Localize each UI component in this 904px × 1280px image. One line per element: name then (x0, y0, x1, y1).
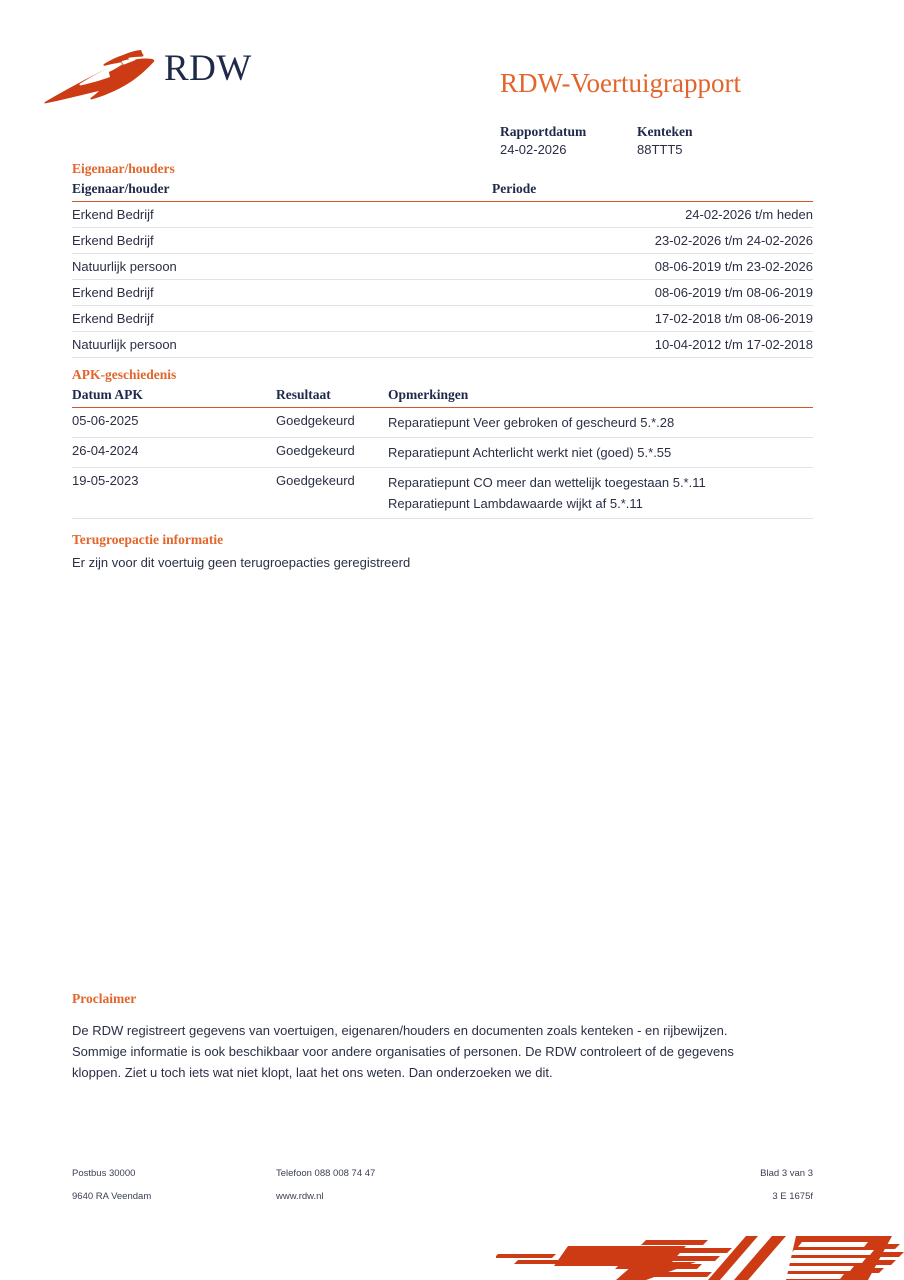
owner-period-cell: 10-04-2012 t/m 17-02-2018 (492, 332, 813, 358)
table-row (72, 332, 813, 358)
document-header (0, 28, 904, 157)
owners-table-body (72, 202, 813, 358)
owner-holder-cell: Erkend Bedrijf (72, 306, 492, 332)
footer-line-2 (72, 1191, 813, 1214)
page-title: RDW-Voertuigrapport (500, 68, 741, 98)
owner-period-cell: 17-02-2018 t/m 08-06-2019 (492, 306, 813, 332)
table-row (72, 408, 813, 438)
footer-website[interactable]: www.rdw.nl (276, 1191, 324, 1202)
apk-result-cell: Goedgekeurd (276, 468, 388, 519)
owners-table-header-row (72, 181, 813, 202)
disclaimer-text: De RDW registreert gegevens van voertuigen, eigenaren/houders en documenten zoals kenteken - en rijbewijzen. Sommige informatie is ook beschikbaar voor andere organisaties of personen. De RDW controleert of de gegevens kloppen. Ziet u toch iets wat niet klopt, laat het ons weten. Dan onderzoeken we dit. (72, 1023, 734, 1080)
rdw-logo (42, 38, 302, 118)
footer-page-number: Blad 3 van 3 (760, 1168, 813, 1179)
document-footer (72, 1168, 813, 1214)
owners-column-holder: Eigenaar/houder (72, 181, 492, 202)
table-row (72, 280, 813, 306)
apk-remark-line: Reparatiepunt Veer gebroken of gescheurd 5.*.28 (388, 415, 675, 430)
rdw-feather-logo-icon (42, 46, 158, 108)
table-row (72, 468, 813, 519)
report-date-field (500, 123, 637, 159)
table-row (72, 306, 813, 332)
table-row (72, 254, 813, 280)
disclaimer-heading: Proclaimer (72, 991, 137, 1006)
apk-date-cell: 05-06-2025 (72, 408, 276, 438)
apk-result-cell: Goedgekeurd (276, 438, 388, 468)
report-date-value: 24-02-2026 (500, 142, 567, 157)
apk-table-body (72, 408, 813, 519)
table-row (72, 438, 813, 468)
owner-holder-cell: Natuurlijk persoon (72, 332, 492, 358)
owner-period-cell: 08-06-2019 t/m 23-02-2026 (492, 254, 813, 280)
owner-holder-cell: Erkend Bedrijf (72, 228, 492, 254)
apk-date-cell: 26-04-2024 (72, 438, 276, 468)
apk-column-remarks: Opmerkingen (388, 387, 813, 408)
owners-column-period: Periode (492, 181, 813, 202)
table-row (72, 228, 813, 254)
license-plate-value: 88TTT5 (637, 142, 683, 157)
apk-column-date: Datum APK (72, 387, 276, 408)
apk-table-header-row (72, 387, 813, 408)
recall-text: Er zijn voor dit voertuig geen terugroepacties geregistreerd (72, 555, 411, 570)
owners-heading: Eigenaar/houders (72, 161, 175, 176)
footer-postbus: Postbus 30000 (72, 1168, 136, 1179)
apk-heading: APK-geschiedenis (72, 367, 177, 382)
apk-section (72, 366, 813, 519)
rdw-speed-stripes-graphic-icon (496, 1222, 904, 1280)
recall-section (72, 531, 813, 573)
apk-remarks-cell (388, 438, 813, 468)
apk-result-cell: Goedgekeurd (276, 408, 388, 438)
apk-column-result: Resultaat (276, 387, 388, 408)
footer-form-code: 3 E 1675f (772, 1191, 813, 1202)
apk-remarks-cell (388, 468, 813, 519)
owner-holder-cell: Erkend Bedrijf (72, 280, 492, 306)
header-meta (500, 123, 860, 159)
recall-heading: Terugroepactie informatie (72, 532, 224, 547)
apk-remark-line: Reparatiepunt CO meer dan wettelijk toegestaan 5.*.11 (388, 475, 706, 490)
owners-section (72, 160, 813, 358)
owners-table (72, 181, 813, 358)
rdw-wordmark: RDW (164, 48, 252, 89)
footer-city: 9640 RA Veendam (72, 1191, 152, 1202)
owner-period-cell: 23-02-2026 t/m 24-02-2026 (492, 228, 813, 254)
apk-remark-line: Reparatiepunt Achterlicht werkt niet (goed) 5.*.55 (388, 445, 672, 460)
apk-remark-line: Reparatiepunt Lambdawaarde wijkt af 5.*.11 (388, 496, 643, 511)
apk-remarks-cell (388, 408, 813, 438)
owner-period-cell: 08-06-2019 t/m 08-06-2019 (492, 280, 813, 306)
table-row (72, 202, 813, 228)
footer-telephone: Telefoon 088 008 74 47 (276, 1168, 376, 1179)
footer-line-1 (72, 1168, 813, 1191)
apk-date-cell: 19-05-2023 (72, 468, 276, 519)
apk-table (72, 387, 813, 519)
disclaimer-section (72, 990, 813, 1083)
license-plate-label: Kenteken (637, 124, 693, 139)
report-date-label: Rapportdatum (500, 124, 587, 139)
owner-period-cell: 24-02-2026 t/m heden (492, 202, 813, 228)
owner-holder-cell: Natuurlijk persoon (72, 254, 492, 280)
owner-holder-cell: Erkend Bedrijf (72, 202, 492, 228)
license-plate-field (637, 123, 693, 159)
